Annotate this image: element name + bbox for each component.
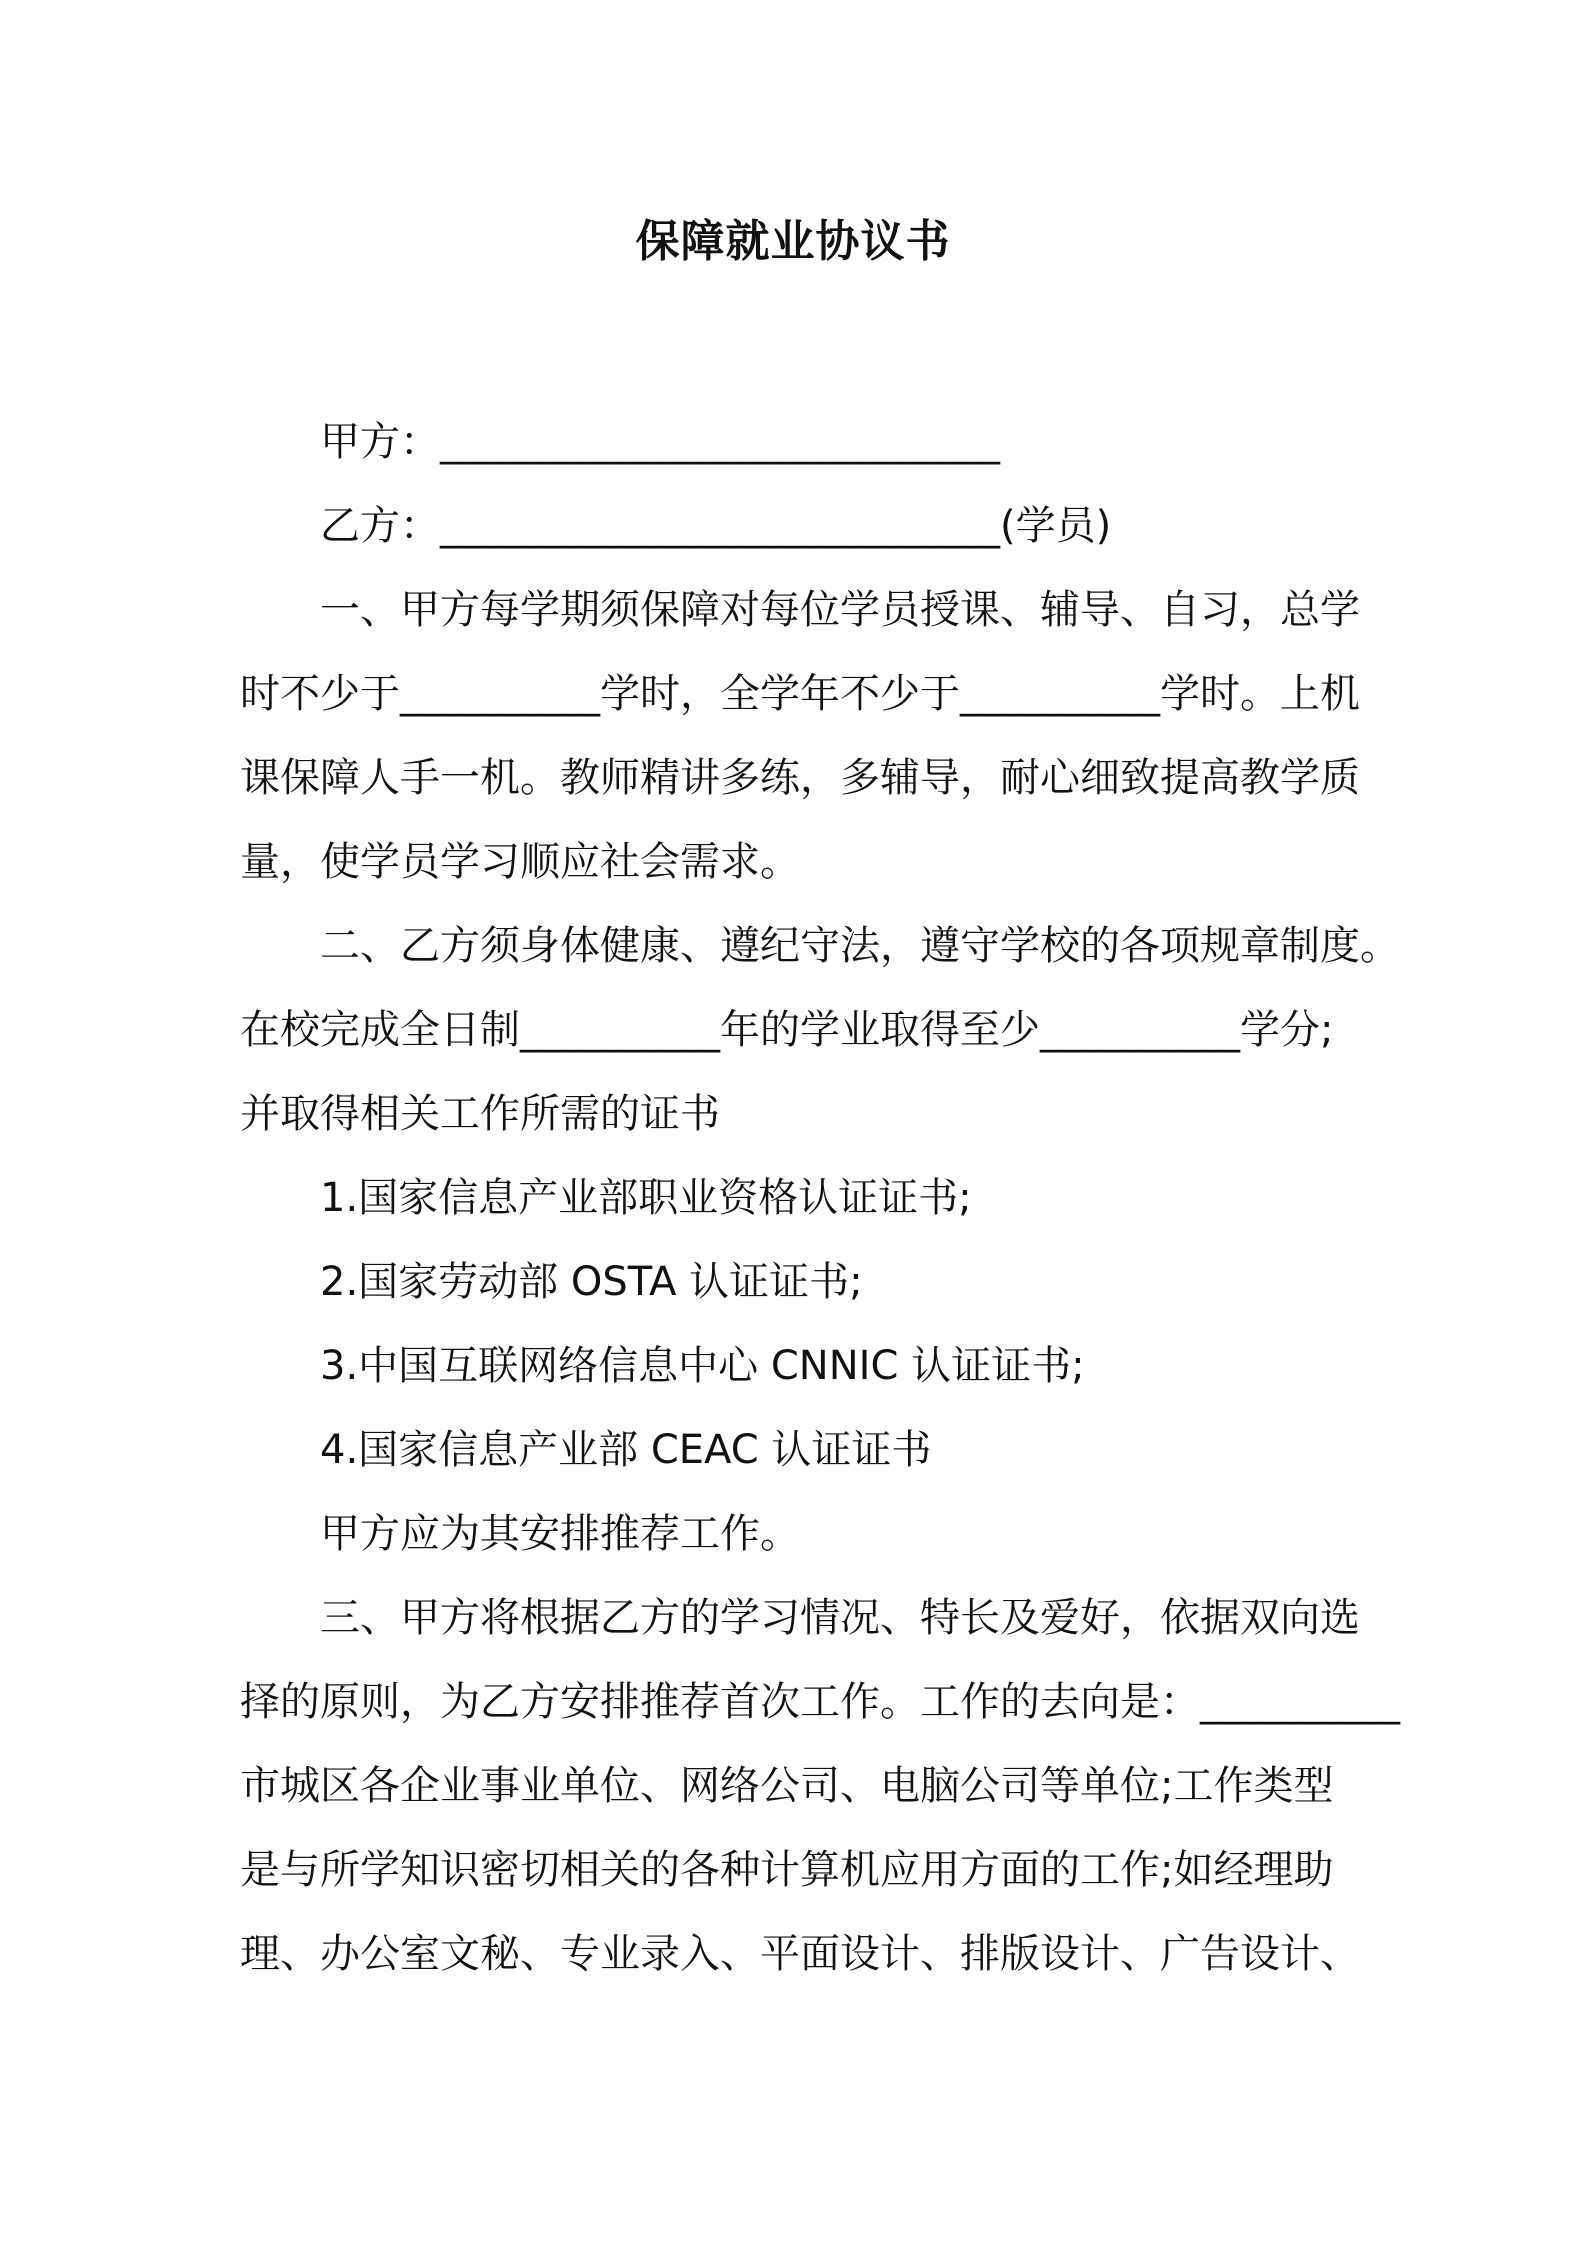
clause-1-line-1: 一、甲方每学期须保障对每位学员授课、辅导、自习，总学 [320,587,1360,633]
party-a-line: 甲方：____________________________ [320,419,1000,465]
clause-1-line-3: 课保障人手一机。教师精讲多练，多辅导，耐心细致提高教学质 [240,755,1360,801]
clause-3-line-3: 市城区各企业事业单位、网络公司、电脑公司等单位;工作类型 [240,1763,1334,1809]
arrangement-line: 甲方应为其安排推荐工作。 [320,1511,800,1557]
clause-1-line-2: 时不少于__________学时，全学年不少于__________学时。上机 [240,671,1360,717]
clause-3-line-1: 三、甲方将根据乙方的学习情况、特长及爱好，依据双向选 [320,1595,1360,1641]
certificate-item-3: 3.中国互联网络信息中心 CNNIC 认证证书; [320,1343,1085,1389]
certificate-item-2: 2.国家劳动部 OSTA 认证证书; [320,1259,863,1305]
clause-2-line-3: 并取得相关工作所需的证书 [240,1091,720,1137]
party-b-line: 乙方：____________________________(学员) [320,503,1112,549]
document-body [240,400,1400,1996]
certificate-item-1: 1.国家信息产业部职业资格认证证书; [320,1175,972,1221]
clause-1-line-4: 量，使学员学习顺应社会需求。 [240,839,800,885]
certificate-item-4: 4.国家信息产业部 CEAC 认证证书 [320,1427,932,1473]
clause-3-line-5: 理、办公室文秘、专业录入、平面设计、排版设计、广告设计、 [240,1931,1360,1977]
clause-3-line-2: 择的原则，为乙方安排推荐首次工作。工作的去向是：__________ [240,1679,1400,1725]
document-title: 保障就业协议书 [635,216,951,267]
clause-2-line-1: 二、乙方须身体健康、遵纪守法，遵守学校的各项规章制度。 [320,923,1400,969]
clause-3-line-4: 是与所学知识密切相关的各种计算机应用方面的工作;如经理助 [240,1847,1334,1893]
clause-2-line-2: 在校完成全日制__________年的学业取得至少__________学分; [240,1007,1334,1053]
